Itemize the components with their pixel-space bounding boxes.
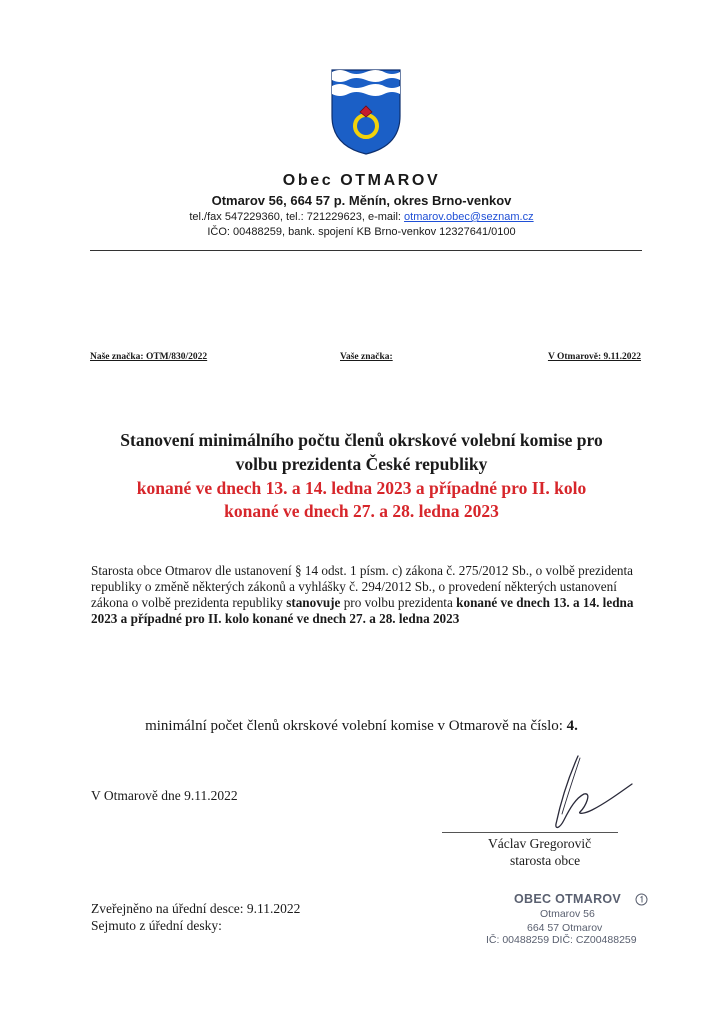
header-divider	[90, 250, 642, 251]
stamp-line-3: IČ: 00488259 DIČ: CZ00488259	[486, 934, 637, 946]
body-paragraph	[91, 563, 651, 627]
body-text-continued: pro volbu prezidenta	[340, 595, 457, 610]
stamp-title: OBEC OTMAROV	[514, 892, 622, 906]
id-bank-line: IČO: 00488259, bank. spojení KB Brno-venkov 12327641/0100	[207, 226, 516, 238]
stamp-line-1: Otmarov 56	[540, 908, 595, 920]
email-link[interactable]: otmarov.obec@seznam.cz	[404, 211, 534, 223]
numbered-circle-icon	[635, 893, 648, 906]
municipality-title: Obec OTMAROV	[282, 172, 441, 189]
handwritten-signature	[540, 754, 640, 834]
coat-of-arms-icon	[330, 68, 402, 156]
decision-line	[0, 718, 723, 735]
removed-date: Sejmuto z úřední desky:	[91, 918, 222, 933]
decision-number: 4.	[566, 718, 578, 734]
our-reference: Naše značka: OTM/830/2022	[90, 352, 208, 362]
document-title-line-2: volbu prezidenta České republiky	[235, 454, 488, 474]
contact-line	[0, 211, 723, 223]
body-emphasis: stanovuje	[286, 595, 341, 610]
contact-phones: tel./fax 547229360, tel.: 721229623, e-mail:	[189, 211, 405, 223]
body-text: Starosta obce Otmarov dle ustanovení § 14 odst. 1 písm. c) zákona č. 275/2012 Sb., o volbě prezidenta republiky o změně některých zákonů a vyhlášky č. 294/2012 Sb., o provedení některých ustanovení zákona o volbě prezidenta republiky	[91, 563, 634, 610]
document-title-line-4: konané ve dnech 27. a 28. ledna 2023	[224, 501, 499, 521]
your-reference: Vaše značka:	[340, 352, 393, 362]
signature-line	[442, 832, 618, 833]
signing-date: V Otmarově dne 9.11.2022	[91, 788, 238, 803]
municipality-address: Otmarov 56, 664 57 p. Měnín, okres Brno-venkov	[211, 193, 512, 208]
document-title-line-3: konané ve dnech 13. a 14. ledna 2023 a případné pro II. kolo	[136, 478, 587, 498]
signatory-role: starosta obce	[510, 853, 581, 868]
signatory-name: Václav Gregorovič	[488, 836, 592, 851]
posted-date: Zveřejněno na úřední desce: 9.11.2022	[91, 901, 301, 916]
election-dates-emphasis: konané ve dnech 13. a 14. ledna 2023 a případné pro II. kolo konané ve dnech 27. a 28. ledna 2023	[91, 595, 634, 626]
stamp-line-2: 664 57 Otmarov	[527, 922, 603, 934]
document-title-line-1: Stanovení minimálního počtu členů okrskové volební komise pro	[120, 430, 603, 450]
decision-text: minimální počet členů okrskové volební komise v Otmarově na číslo:	[145, 718, 567, 734]
place-date: V Otmarově: 9.11.2022	[547, 352, 641, 362]
